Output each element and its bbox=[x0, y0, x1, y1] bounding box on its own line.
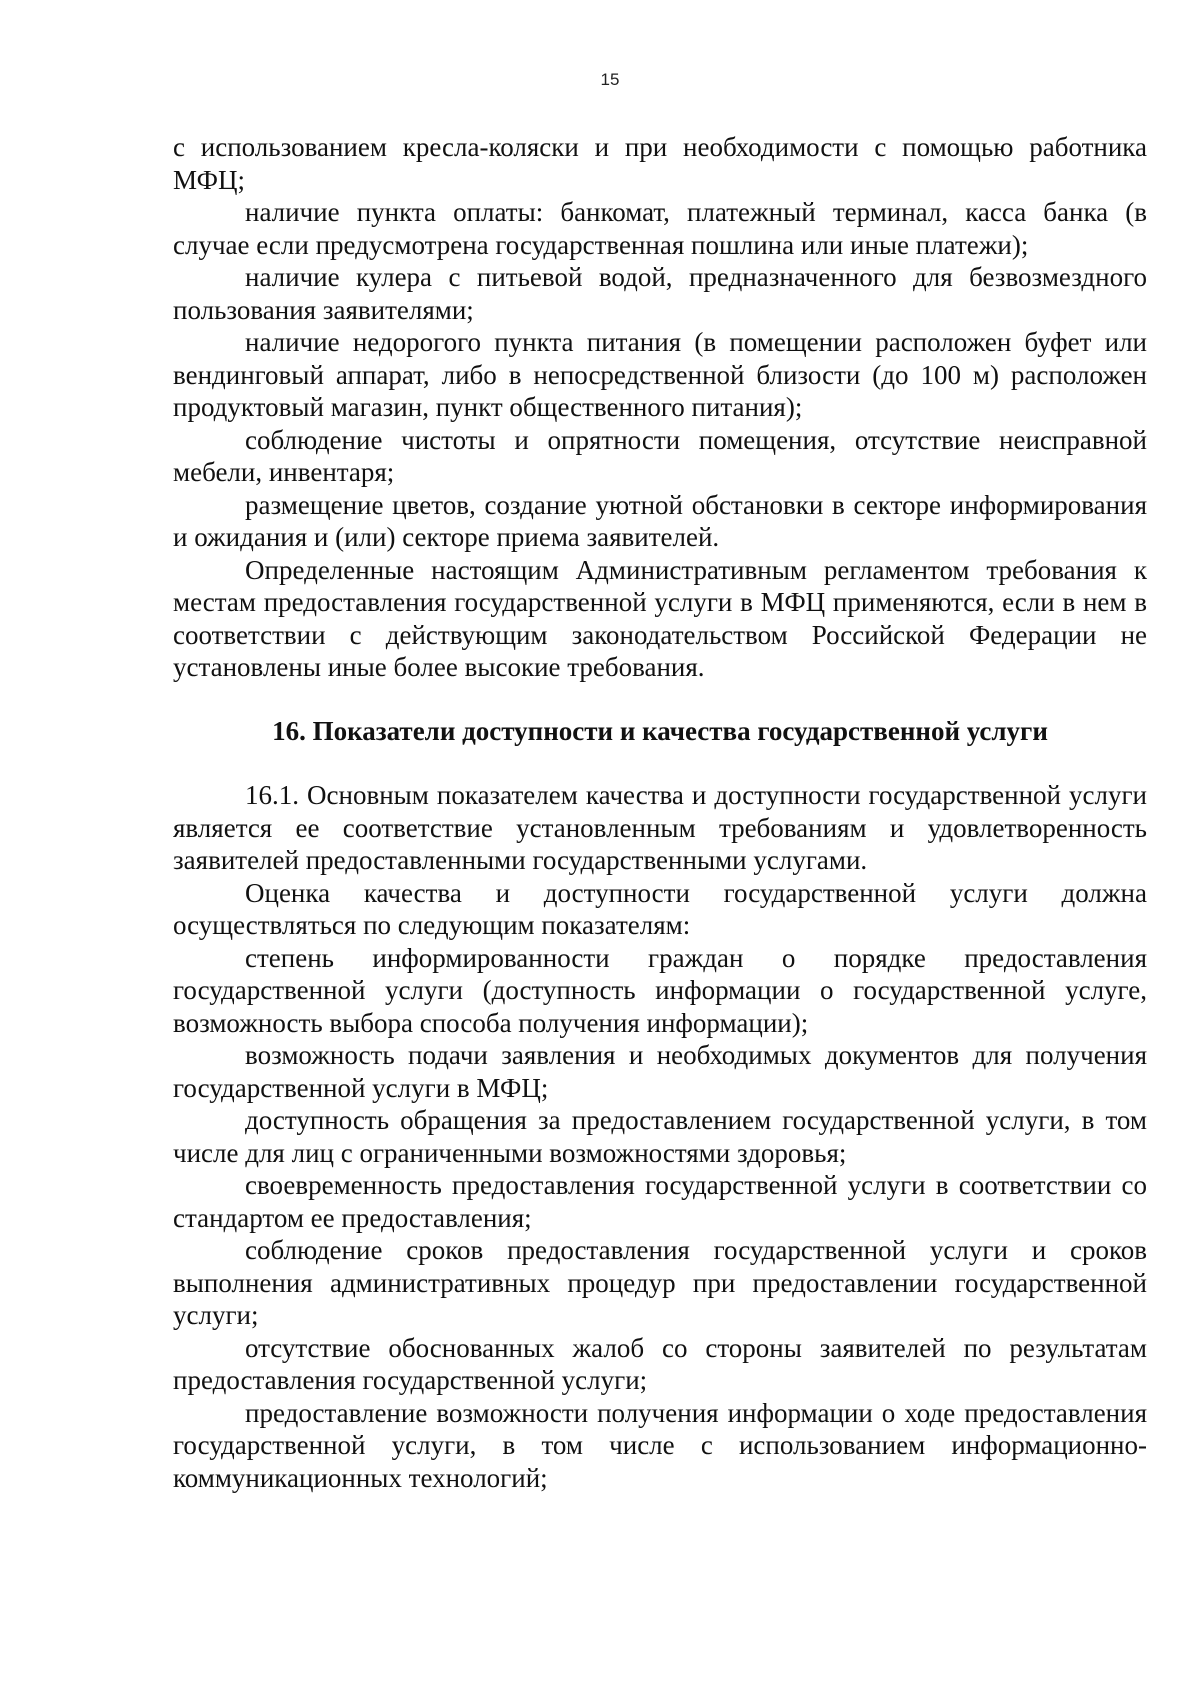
spacer bbox=[173, 684, 1147, 715]
paragraph: наличие пункта оплаты: банкомат, платежный терминал, касса банка (в случае если предусмотрена государственная пошлина или иные платежи); bbox=[173, 197, 1147, 260]
paragraph: предоставление возможности получения информации о ходе предоставления государственной услуги, в том числе с использованием информационно-коммуникационных технологий; bbox=[173, 1397, 1147, 1493]
paragraph: наличие недорогого пункта питания (в помещении расположен буфет или вендинговый аппарат, либо в непосредственной близости (до 100 м) расположен продуктовый магазин, пункт общественного питания); bbox=[173, 327, 1147, 422]
paragraph: степень информированности граждан о порядке предоставления государственной услуги (доступность информации о государственной услуге, возможность выбора способа получения информации); bbox=[173, 942, 1147, 1038]
section-heading: 16. Показатели доступности и качества государственной услуги bbox=[272, 715, 1048, 746]
paragraph: доступность обращения за предоставлением государственной услуги, в том числе для лиц с ограниченными возможностями здоровья; bbox=[173, 1105, 1147, 1168]
paragraph: своевременность предоставления государственной услуги в соответствии со стандартом ее предоставления; bbox=[173, 1170, 1147, 1233]
paragraph: соблюдение сроков предоставления государственной услуги и сроков выполнения административных процедур при предоставлении государственной услуги; bbox=[173, 1235, 1147, 1330]
spacer bbox=[173, 747, 1147, 779]
page-number: 15 bbox=[600, 70, 620, 89]
paragraph: соблюдение чистоты и опрятности помещения, отсутствие неисправной мебели, инвентаря; bbox=[173, 424, 1147, 487]
paragraph: с использованием кресла-коляски и при необходимости с помощью работника МФЦ; bbox=[173, 132, 1147, 195]
paragraph: размещение цветов, создание уютной обстановки в секторе информирования и ожидания и (или) секторе приема заявителей. bbox=[173, 489, 1147, 552]
document-body bbox=[173, 131, 1147, 1494]
paragraph: отсутствие обоснованных жалоб со стороны заявителей по результатам предоставления государственной услуги; bbox=[173, 1332, 1147, 1395]
paragraph: наличие кулера с питьевой водой, предназначенного для безвозмездного пользования заявителями; bbox=[173, 262, 1147, 325]
paragraph: 16.1. Основным показателем качества и доступности государственной услуги является ее соответствие установленным требованиям и удовлетворенность заявителей предоставленными государственными услугами. bbox=[173, 780, 1147, 875]
paragraph: Определенные настоящим Административным регламентом требования к местам предоставления государственной услуги в МФЦ применяются, если в нем в соответствии с действующим законодательством Российской Федерации не установлены иные более высокие требования. bbox=[173, 554, 1147, 682]
paragraph: Оценка качества и доступности государственной услуги должна осуществляться по следующим показателям: bbox=[173, 877, 1147, 940]
paragraph: возможность подачи заявления и необходимых документов для получения государственной услуги в МФЦ; bbox=[173, 1040, 1147, 1103]
